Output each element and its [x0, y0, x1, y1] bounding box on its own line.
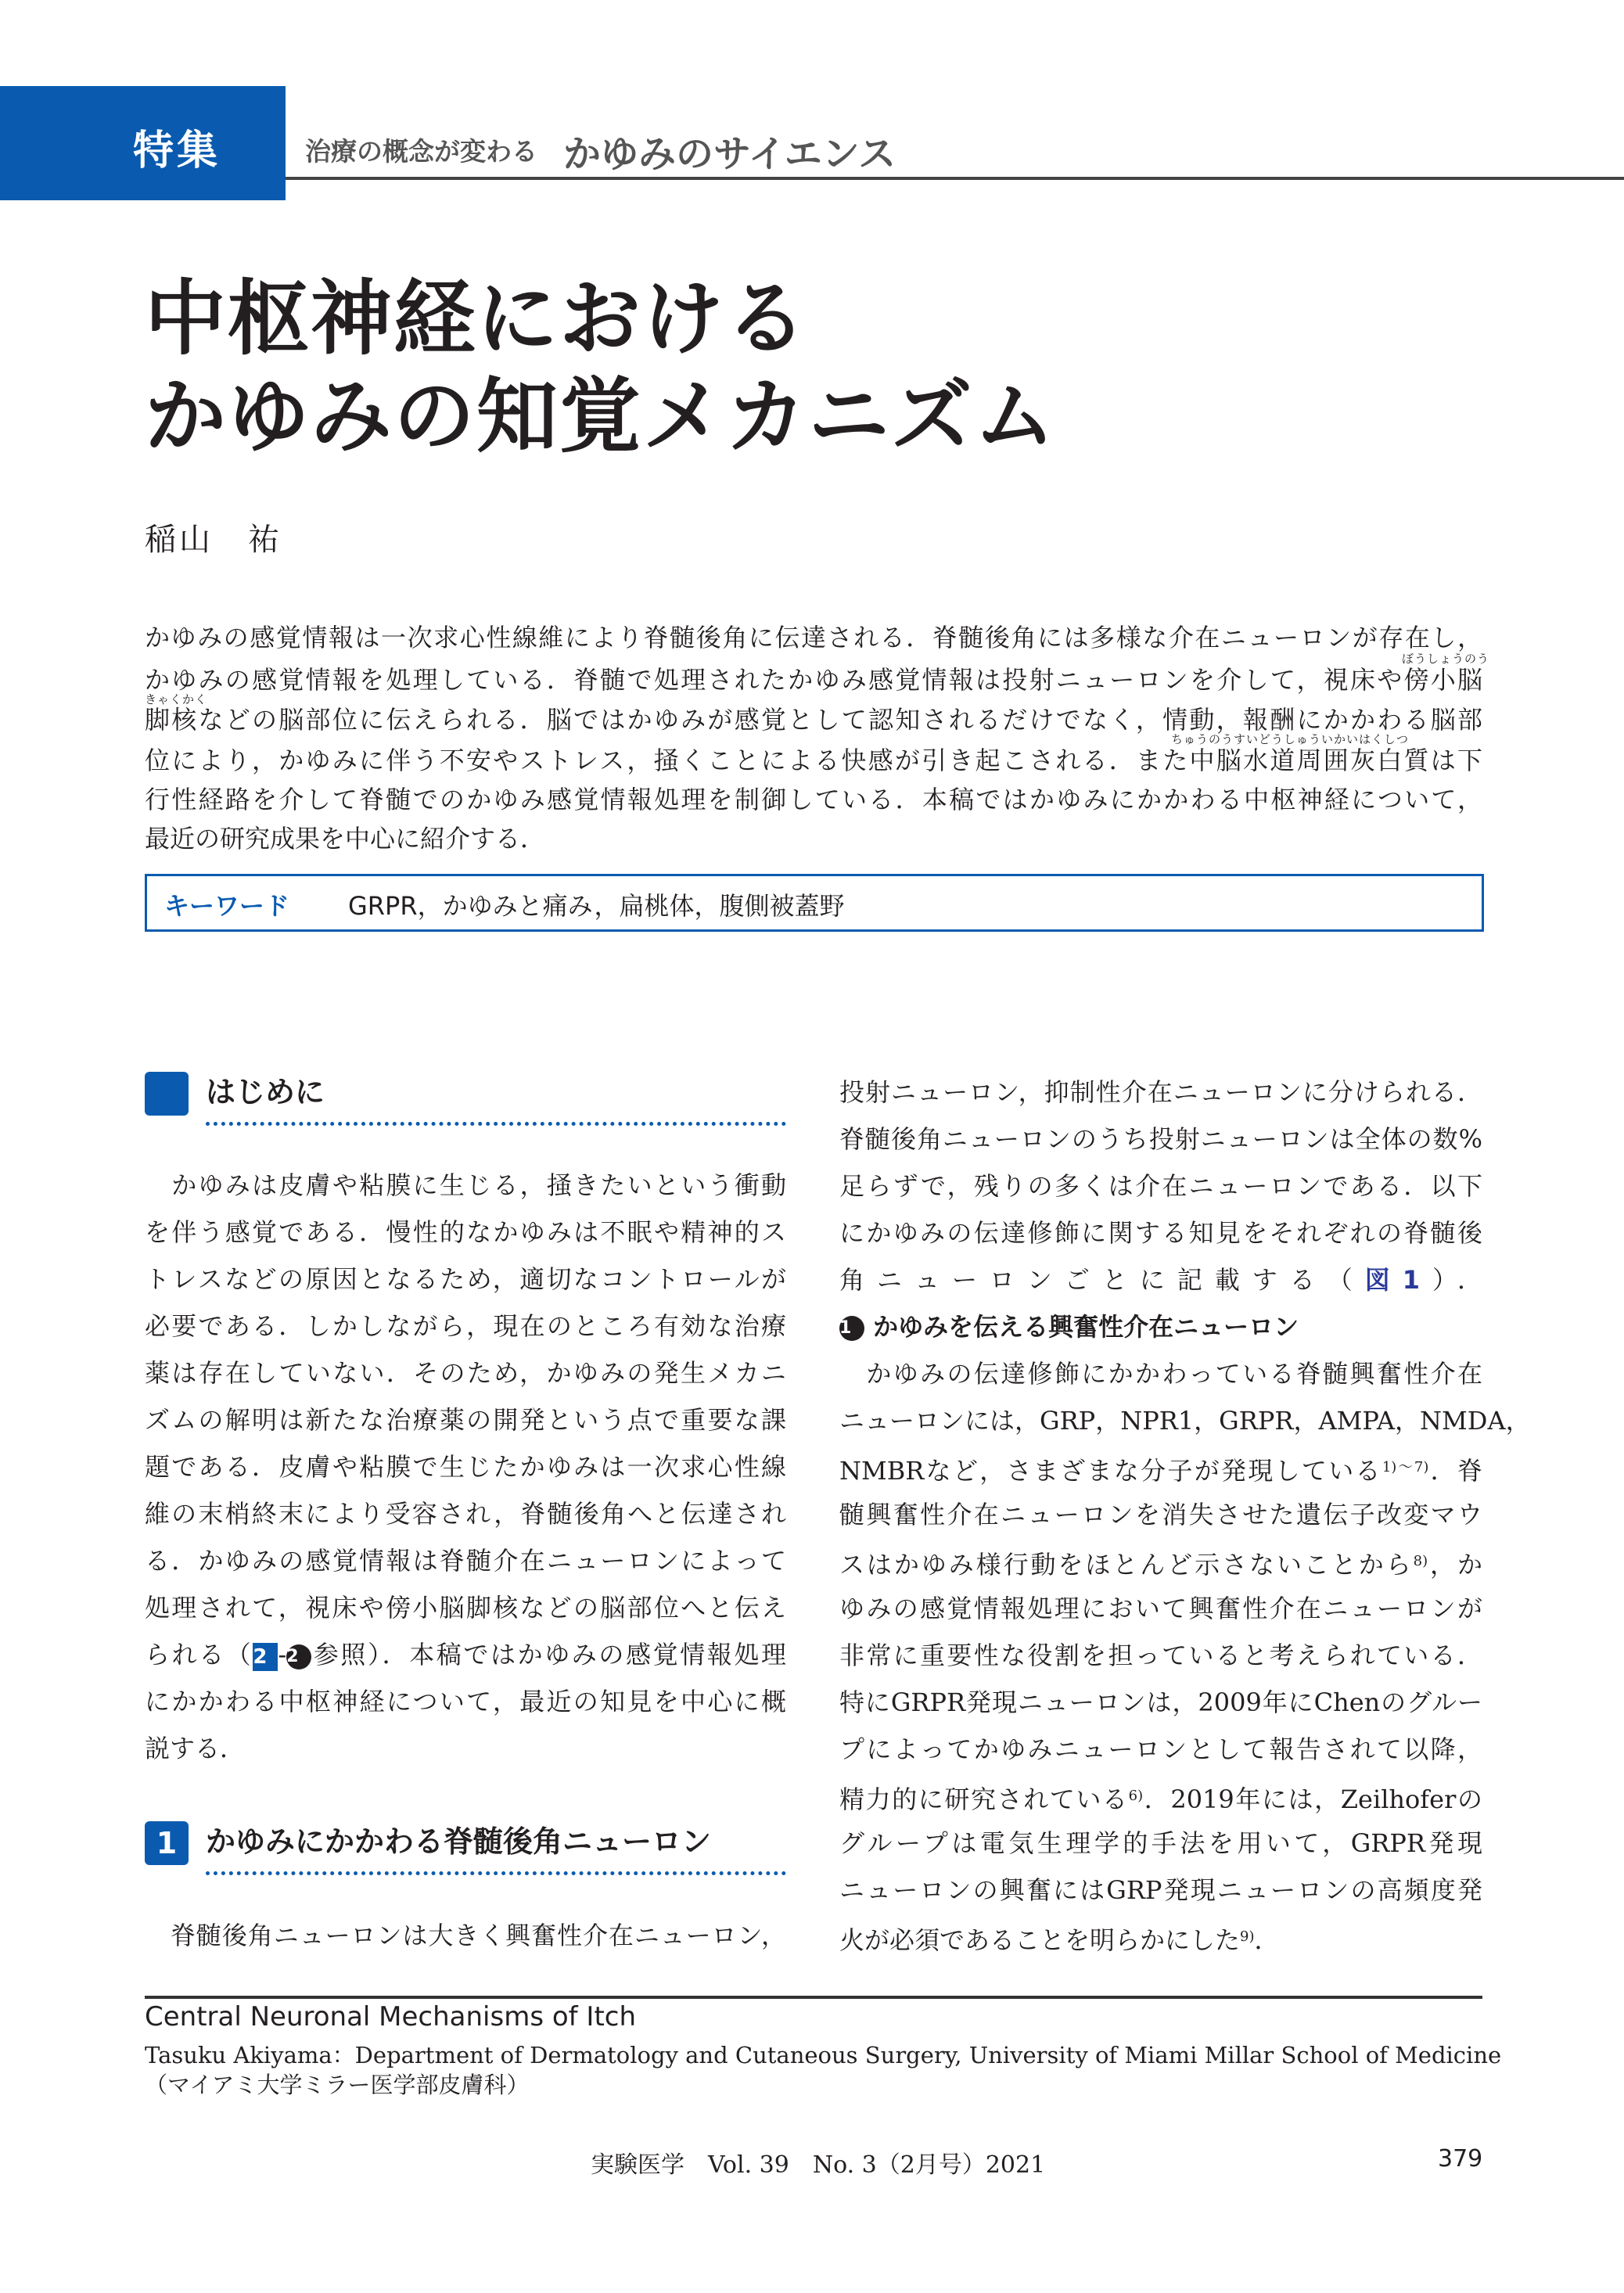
body-line: [145, 1162, 786, 1209]
body-line: [839, 1163, 1482, 1209]
body-line: [145, 1443, 786, 1490]
text: られる（: [145, 1640, 253, 1669]
text: トレスなどの原因となるため，適切なコントロールが: [145, 1264, 786, 1294]
body-line: [839, 1726, 1482, 1773]
section-number: 1: [145, 1821, 189, 1865]
text: ，か: [1428, 1550, 1482, 1580]
footer-rule: [145, 1996, 1482, 1999]
body-line: [145, 1537, 786, 1584]
body-line: [145, 1631, 786, 1678]
text: NMBRなど，さまざまな分子が発現している: [839, 1456, 1382, 1486]
text: 特にGRPR発現ニューロンは，2009年にChenのグルー: [839, 1687, 1482, 1717]
text: 角ニューロンごとに記載する（: [839, 1265, 1365, 1295]
body-line: [145, 1396, 786, 1443]
body-line: [839, 1914, 1482, 1961]
body-line: [839, 1209, 1482, 1256]
reference-citation: 9): [1240, 1928, 1255, 1945]
text: 投射ニューロン，抑制性介在ニューロンに分けられる．: [839, 1077, 1482, 1107]
text: 題である．皮膚や粘膜で生じたかゆみは一次求心性線: [145, 1452, 786, 1482]
keywords-list: GRPR，かゆみと痛み，扁桃体，腹側被蓋野: [348, 891, 845, 921]
body-line: [145, 1584, 786, 1631]
body-line: [839, 1069, 1482, 1116]
body-line: [839, 1585, 1482, 1632]
circled-number-icon: 2: [286, 1644, 311, 1669]
body-line: [839, 1632, 1482, 1679]
section-title: かゆみにかかわる脊髄後角ニューロン: [206, 1824, 712, 1859]
section-heading-1: [145, 1820, 786, 1867]
text: 説する．: [145, 1734, 246, 1763]
body-line: [839, 1679, 1482, 1726]
body-line: [839, 1116, 1482, 1163]
text: 火が必須であることを明らかにした: [839, 1925, 1241, 1955]
abstract-line: 最近の研究成果を中心に紹介する．: [145, 824, 546, 854]
text: かゆみの伝達修飾にかかわっている脊髄興奮性介在: [839, 1359, 1482, 1389]
keywords-label: キーワード: [164, 891, 290, 921]
text: かゆみは皮膚や粘膜に生じる，掻きたいという衝動: [145, 1170, 786, 1200]
text: 参照）．本稿ではかゆみの感覚情報処理: [311, 1640, 786, 1669]
text: 脊髄後角ニューロンは大きく興奮性介在ニューロン，: [145, 1921, 786, 1950]
body-line: [839, 1820, 1482, 1867]
text: 処理されて，視床や傍小脳脚核などの脳部位へと伝え: [145, 1593, 786, 1623]
page-number: 379: [1438, 2145, 1483, 2173]
text: ．脊: [1428, 1456, 1482, 1486]
text: プによってかゆみニューロンとして報告されて以降，: [839, 1734, 1482, 1764]
text: かゆみを伝える興奮性介在ニューロン: [864, 1312, 1299, 1342]
section-title: はじめに: [206, 1075, 325, 1109]
journal-citation: 実験医学 Vol. 39 No. 3（2月号）2021: [591, 2151, 1046, 2179]
body-line: [145, 1678, 786, 1725]
abstract-line: 行性経路を介して脊髄でのかゆみ感覚情報処理を制御している．本稿ではかゆみにかかわる中枢神経について，: [145, 785, 1482, 814]
affiliation-english: Tasuku Akiyama：Department of Dermatology and Cutaneous Surgery, University of Miami Millar School of Medicine: [145, 2042, 1502, 2068]
abstract-line: 脚核などの脳部位に伝えられる．脳ではかゆみが感覚として認知されるだけでなく，情動，報酬にかかわる脳部: [145, 705, 1482, 735]
text: 髄興奮性介在ニューロンを消失させた遺伝子改変マウ: [839, 1500, 1482, 1529]
series-title: かゆみのサイエンス: [563, 132, 896, 176]
text: る．かゆみの感覚情報は脊髄介在ニューロンによって: [145, 1546, 786, 1576]
article-title-line-2: かゆみの知覚メカニズム: [145, 368, 1058, 464]
body-line: [145, 1209, 786, 1256]
body-line: [839, 1491, 1482, 1538]
figure-reference-link[interactable]: 図1: [1364, 1265, 1420, 1295]
article-title-line-1: 中枢神経における: [145, 271, 809, 366]
text: ）．: [1420, 1265, 1482, 1295]
furigana: ぼうしょうのう: [1402, 652, 1490, 666]
furigana: ちゅうのうすいどうしゅういかいはくしつ: [1171, 732, 1410, 746]
text: ゆみの感覚情報処理において興奮性介在ニューロンが: [839, 1594, 1482, 1623]
circled-number-icon: 1: [839, 1316, 864, 1341]
text: 維の末梢終末により受容され，脊髄後角へと伝達され: [145, 1499, 786, 1529]
text: ニューロンの興奮にはGRP発現ニューロンの高頻度発: [839, 1875, 1482, 1905]
abstract-line: 位により，かゆみに伴う不安やストレス，掻くことによる快感が引き起こされる．また中脳水道周囲灰白質は下: [145, 746, 1482, 775]
text: ．2019年には，Zeilhoferの: [1143, 1784, 1482, 1814]
body-line: [145, 1256, 786, 1303]
text: 足らずで，残りの多くは介在ニューロンである．以下: [839, 1171, 1482, 1201]
body-line: [839, 1397, 1531, 1444]
text: グループは電気生理学的手法を用いて，GRPR発現: [839, 1828, 1482, 1858]
text: ニューロンには，GRP，NPR1，GRPR，AMPA，NMDA，: [839, 1406, 1531, 1436]
abstract-line: かゆみの感覚情報を処理している．脊髄で処理されたかゆみ感覚情報は投射ニューロンを介して，視床や傍小脳: [145, 665, 1482, 695]
body-line: [839, 1538, 1482, 1585]
affiliation-japanese: （マイアミ大学ミラー医学部皮膚科）: [145, 2072, 530, 2098]
text: にかかわる中枢神経について，最近の知見を中心に概: [145, 1687, 786, 1716]
reference-citation: 6): [1128, 1788, 1144, 1804]
text: スはかゆみ様行動をほとんど示さないことから: [839, 1550, 1414, 1580]
reference-citation: 8): [1413, 1553, 1428, 1569]
body-line: [839, 1773, 1482, 1820]
dotted-underline: [206, 1122, 786, 1126]
body-line: [839, 1867, 1482, 1914]
dotted-underline: [206, 1871, 786, 1875]
text: 必要である．しかしながら，現在のところ有効な治療: [145, 1311, 786, 1341]
text: ．: [1254, 1925, 1280, 1955]
body-line: [145, 1912, 786, 1959]
body-line: [145, 1490, 786, 1537]
body-line: [145, 1303, 786, 1350]
text: ズムの解明は新たな治療薬の開発という点で重要な課: [145, 1405, 786, 1435]
body-line: [839, 1256, 1482, 1303]
series-subtitle: 治療の概念が変わる: [305, 136, 537, 167]
text: にかゆみの伝達修飾に関する知見をそれぞれの脊髄後: [839, 1218, 1482, 1248]
body-line: [145, 1350, 786, 1396]
header-rule: [286, 177, 1624, 180]
text: 薬は存在していない．そのため，かゆみの発生メカニ: [145, 1358, 786, 1388]
section-reference-badge: 2: [253, 1643, 278, 1671]
abstract-line: かゆみの感覚情報は一次求心性線維により脊髄後角に伝達される．脊髄後角には多様な介在ニューロンが存在し，: [145, 623, 1482, 652]
body-line: [145, 1725, 786, 1772]
feature-label: 特集: [133, 128, 221, 174]
furigana: きゃくかく: [145, 692, 208, 706]
body-line: [839, 1350, 1482, 1397]
text: を伴う感覚である．慢性的なかゆみは不眠や精神的ス: [145, 1217, 786, 1247]
english-title: Central Neuronal Mechanisms of Itch: [145, 2001, 637, 2032]
section-heading-intro: [145, 1070, 786, 1117]
author-name: 稲山 祐: [145, 522, 282, 558]
text: -: [278, 1640, 287, 1669]
section-marker: [145, 1072, 189, 1116]
text: 非常に重要性な役割を担っていると考えられている．: [839, 1641, 1482, 1670]
text: 精力的に研究されている: [839, 1784, 1129, 1814]
reference-citation: 1)～7): [1381, 1459, 1429, 1475]
text: 脊髄後角ニューロンのうち投射ニューロンは全体の数%: [839, 1124, 1482, 1154]
body-line: [839, 1444, 1482, 1491]
subsection-heading: [839, 1303, 1482, 1350]
